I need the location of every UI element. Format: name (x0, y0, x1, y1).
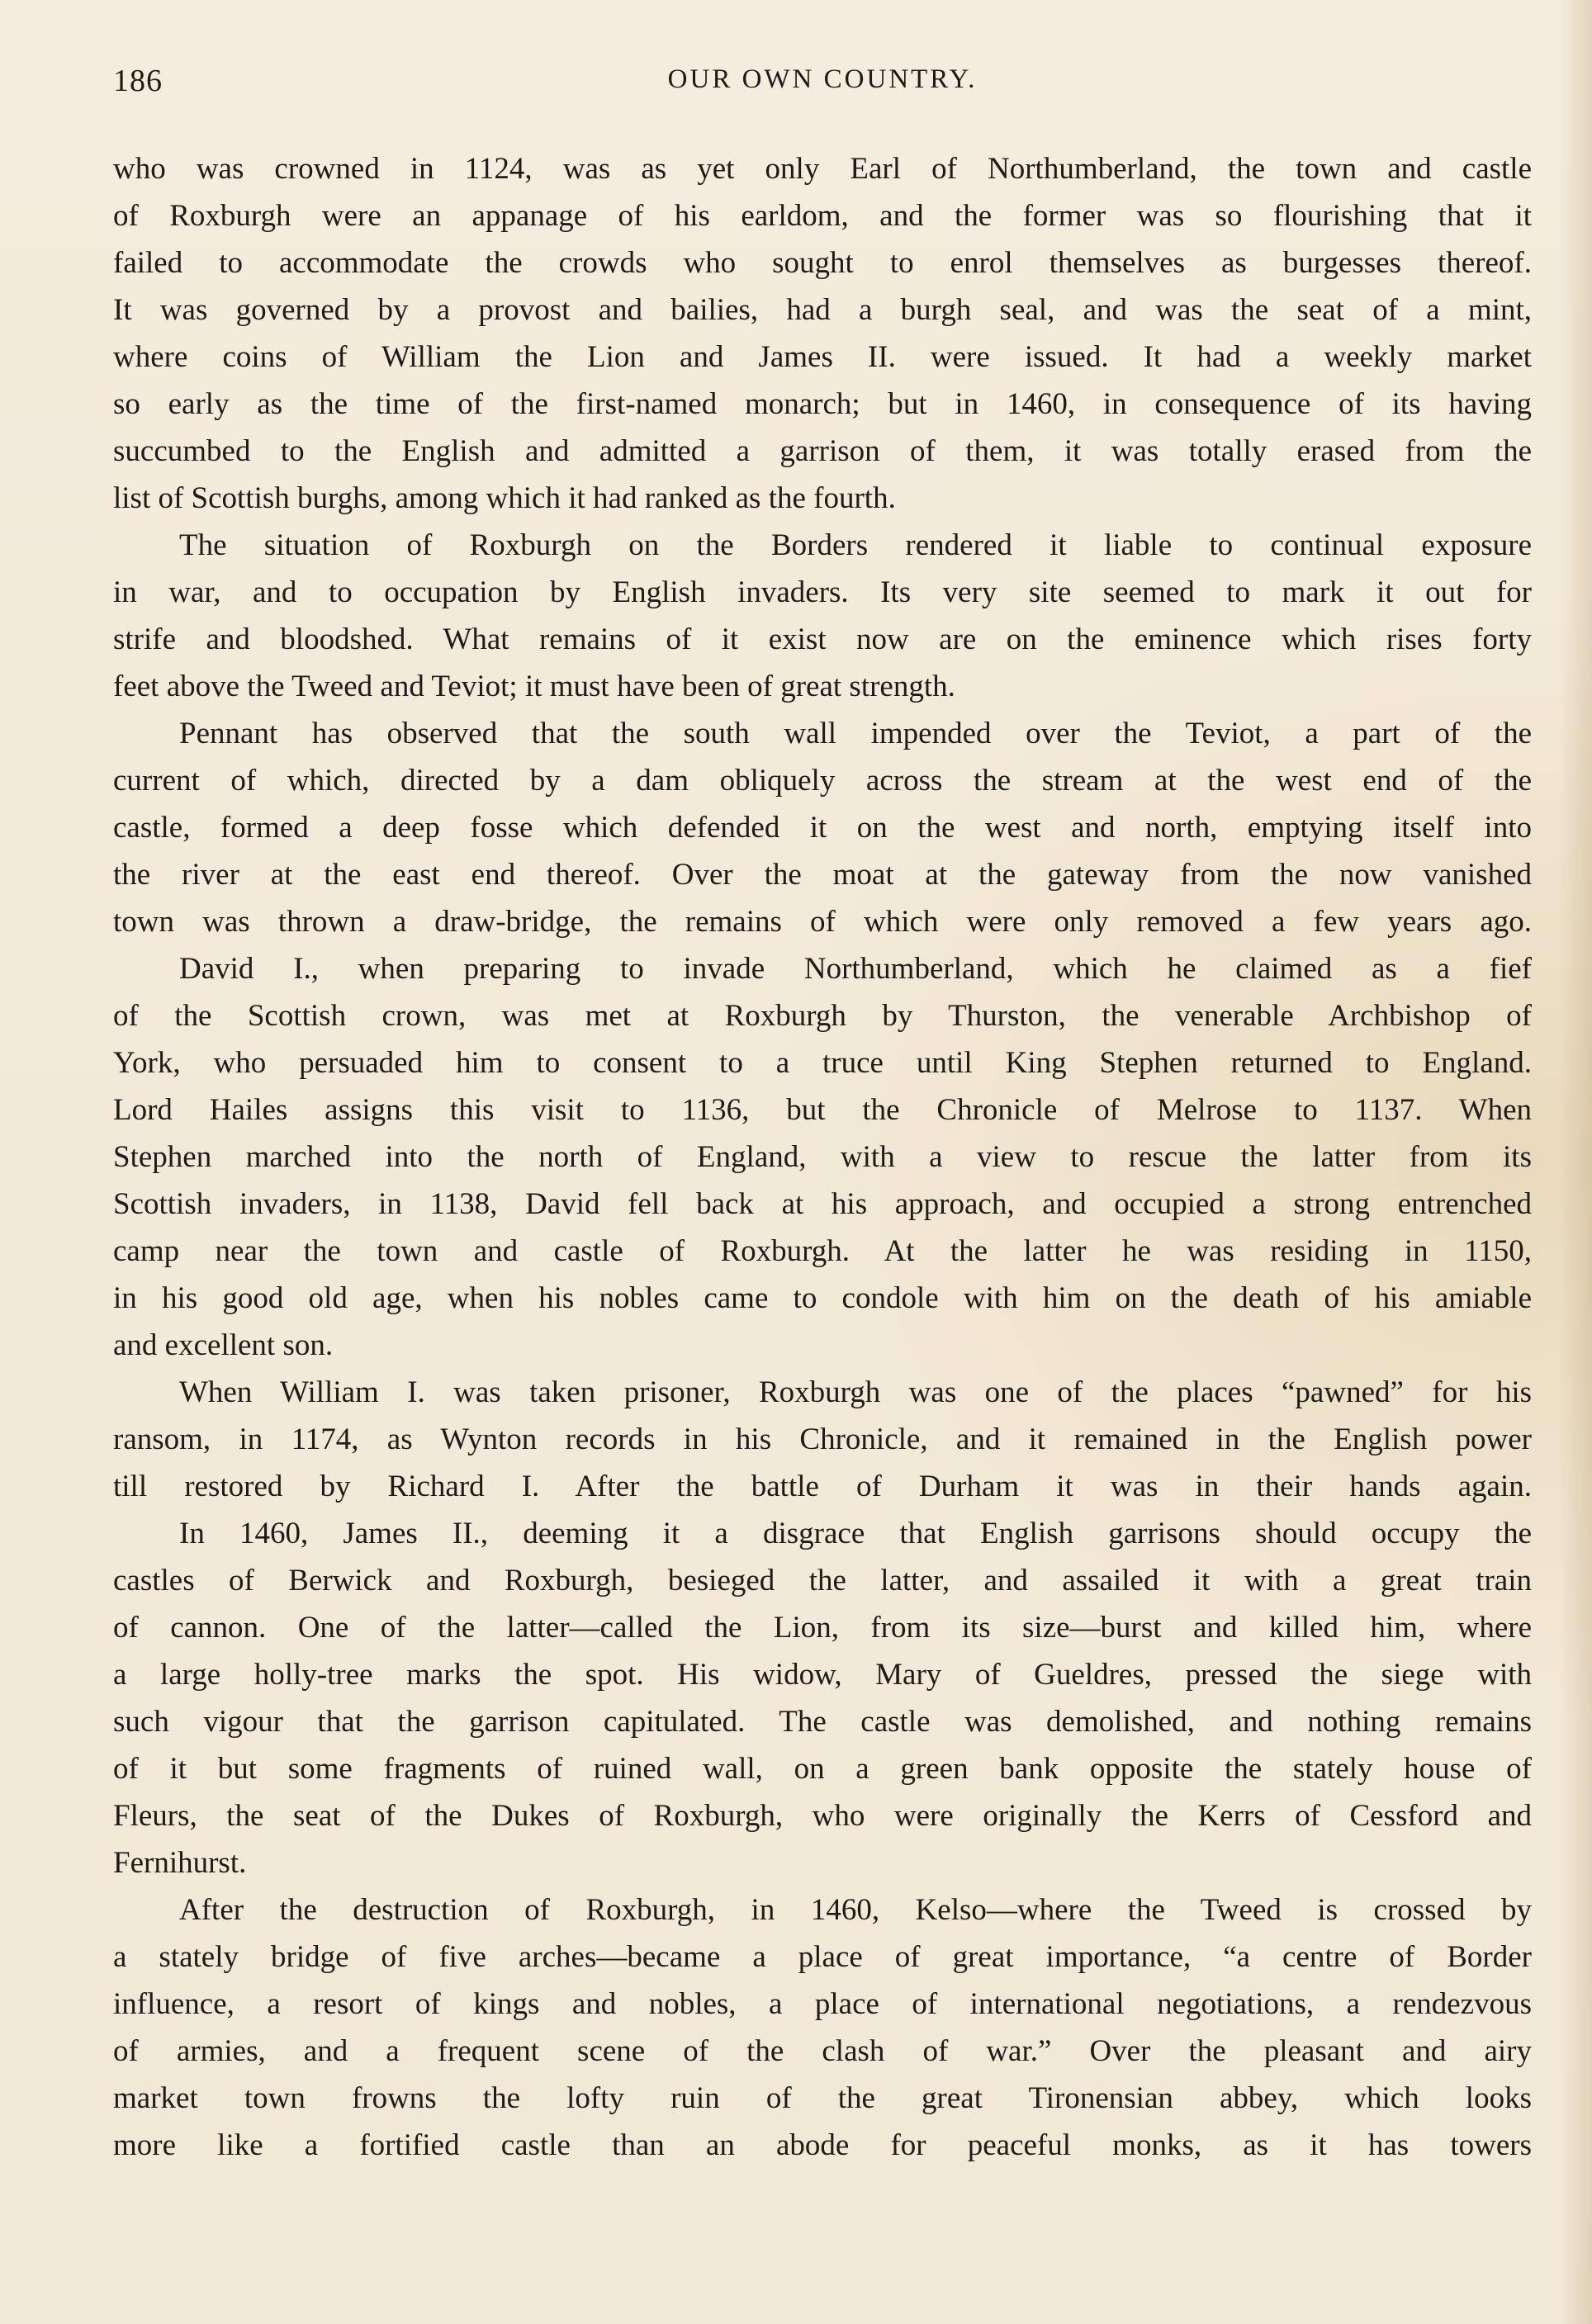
text-line: of it but some fragments of ruined wall, on a green bank opposite the stately house of (113, 1752, 1532, 1786)
text-line: more like a fortified castle than an abode for peaceful monks, as it has towers (113, 2128, 1532, 2162)
text-line: who was crowned in 1124, was as yet only Earl of Northumberland, the town and castle (113, 152, 1532, 186)
text-line: so early as the time of the first-named monarch; but in 1460, in consequence of its having (113, 387, 1532, 421)
text-line: and excellent son. (113, 1328, 334, 1362)
text-line: the river at the east end thereof. Over the moat at the gateway from the now vanished (113, 858, 1532, 892)
text-line: ransom, in 1174, as Wynton records in his Chronicle, and it remained in the English power (113, 1422, 1532, 1456)
text-line: in war, and to occupation by English invaders. Its very site seemed to mark it out for (113, 575, 1532, 609)
text-line: York, who persuaded him to consent to a truce until King Stephen returned to England. (113, 1046, 1532, 1080)
text-line: market town frowns the lofty ruin of the great Tironensian abbey, which looks (113, 2081, 1532, 2115)
page-edge-shadow (1559, 0, 1592, 2324)
page-header (113, 63, 1532, 104)
text-line: failed to accommodate the crowds who sought to enrol themselves as burgesses thereof. (113, 246, 1532, 280)
text-line: of Roxburgh were an appanage of his earldom, and the former was so flourishing that it (113, 199, 1532, 233)
text-line: town was thrown a draw-bridge, the remains of which were only removed a few years ago. (113, 905, 1532, 939)
text-line: where coins of William the Lion and James II. were issued. It had a weekly market (113, 340, 1532, 374)
page-number: 186 (113, 64, 163, 98)
text-line: current of which, directed by a dam obliquely across the stream at the west end of the (113, 764, 1532, 798)
text-line: feet above the Tweed and Teviot; it must have been of great strength. (113, 670, 955, 703)
text-line: of the Scottish crown, was met at Roxburgh by Thurston, the venerable Archbishop of (113, 999, 1532, 1033)
text-line: It was governed by a provost and bailies, had a burgh seal, and was the seat of a mint, (113, 293, 1532, 327)
text-line: After the destruction of Roxburgh, in 1460, Kelso—where the Tweed is crossed by (179, 1893, 1532, 1927)
running-head: OUR OWN COUNTRY. (667, 64, 978, 94)
text-line: of armies, and a frequent scene of the clash of war.” Over the pleasant and airy (113, 2034, 1532, 2068)
text-line: Lord Hailes assigns this visit to 1136, but the Chronicle of Melrose to 1137. When (113, 1093, 1532, 1127)
text-line: in his good old age, when his nobles came to condole with him on the death of his amiable (113, 1281, 1532, 1315)
text-line: Scottish invaders, in 1138, David fell back at his approach, and occupied a strong entrenched (113, 1187, 1532, 1221)
text-line: a stately bridge of five arches—became a place of great importance, “a centre of Border (113, 1940, 1532, 1974)
text-line: till restored by Richard I. After the battle of Durham it was in their hands again. (113, 1470, 1532, 1503)
text-line: Stephen marched into the north of England, with a view to rescue the latter from its (113, 1140, 1532, 1174)
text-line: Fernihurst. (113, 1846, 247, 1880)
text-line: castle, formed a deep fosse which defended it on the west and north, emptying itself into (113, 811, 1532, 845)
text-line: list of Scottish burghs, among which it had ranked as the fourth. (113, 481, 896, 515)
text-line: In 1460, James II., deeming it a disgrace that English garrisons should occupy the (179, 1517, 1532, 1550)
body-text (113, 145, 1532, 2169)
text-line: The situation of Roxburgh on the Borders rendered it liable to continual exposure (179, 528, 1532, 562)
text-line: a large holly-tree marks the spot. His widow, Mary of Gueldres, pressed the siege with (113, 1658, 1532, 1692)
text-line: strife and bloodshed. What remains of it exist now are on the eminence which rises forty (113, 622, 1532, 656)
text-line: castles of Berwick and Roxburgh, besieged the latter, and assailed it with a great train (113, 1564, 1532, 1597)
text-line: of cannon. One of the latter—called the Lion, from its size—burst and killed him, where (113, 1611, 1532, 1645)
text-line: succumbed to the English and admitted a garrison of them, it was totally erased from the (113, 434, 1532, 468)
text-line: When William I. was taken prisoner, Roxburgh was one of the places “pawned” for his (179, 1375, 1532, 1409)
text-line: Pennant has observed that the south wall impended over the Teviot, a part of the (179, 717, 1532, 750)
text-line: influence, a resort of kings and nobles, a place of international negotiations, a rendezvous (113, 1987, 1532, 2021)
text-line: camp near the town and castle of Roxburgh. At the latter he was residing in 1150, (113, 1234, 1532, 1268)
text-line: Fleurs, the seat of the Dukes of Roxburgh, who were originally the Kerrs of Cessford and (113, 1799, 1532, 1833)
text-line: David I., when preparing to invade Northumberland, which he claimed as a fief (179, 952, 1532, 986)
text-line: such vigour that the garrison capitulated. The castle was demolished, and nothing remains (113, 1705, 1532, 1739)
